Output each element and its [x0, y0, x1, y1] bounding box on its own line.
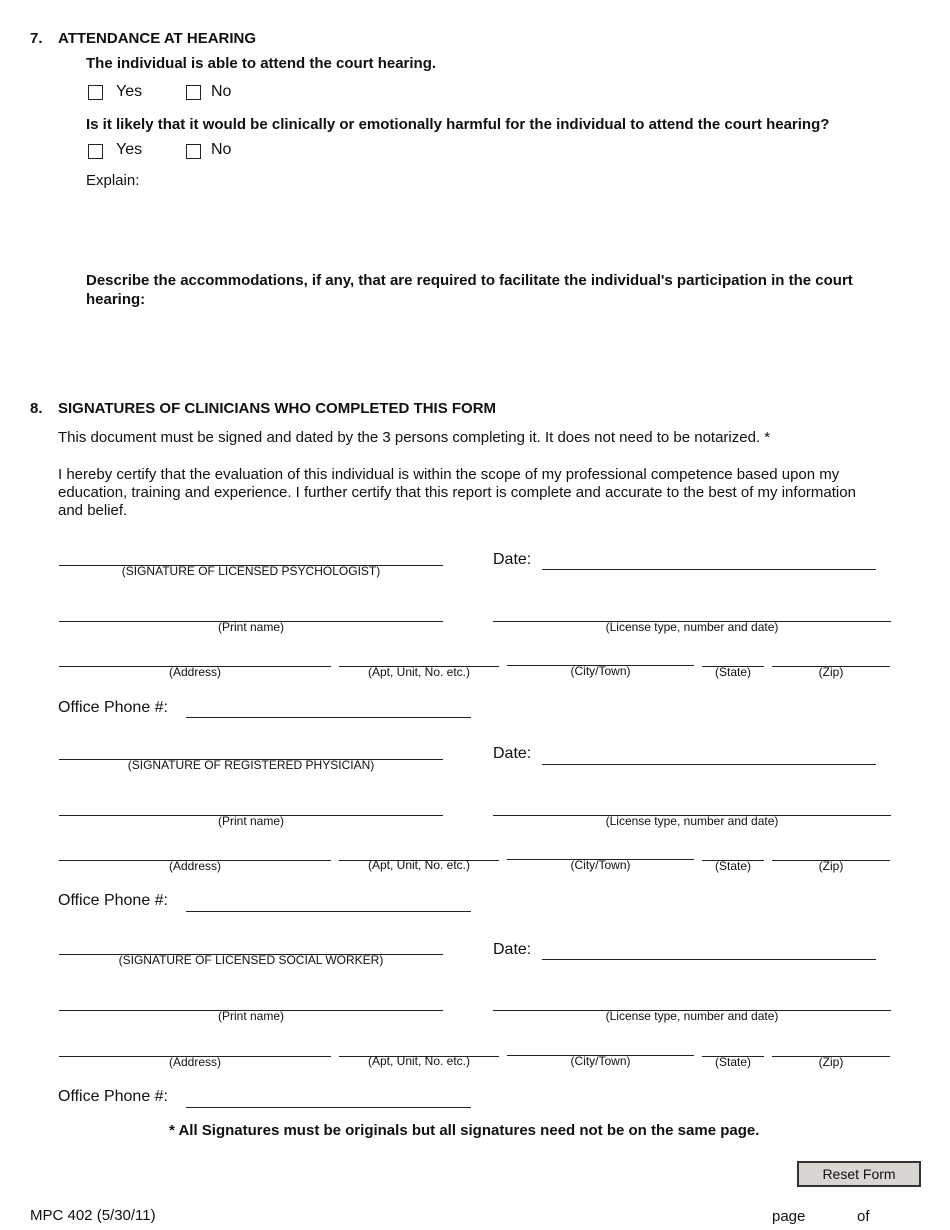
social-worker-license-label: (License type, number and date) — [605, 1009, 779, 1023]
psychologist-state-label: (State) — [714, 665, 751, 679]
psychologist-zip-label: (Zip) — [818, 665, 844, 679]
social-worker-apt-label: (Apt, Unit, No. etc.) — [367, 1054, 471, 1068]
certification-line-3: and belief. — [58, 502, 128, 519]
harmful-yes-label: Yes — [116, 141, 143, 158]
physician-phone-field[interactable] — [186, 911, 471, 912]
psychologist-phone-label: Office Phone #: — [58, 699, 168, 716]
section-8-title: SIGNATURES OF CLINICIANS WHO COMPLETED THIS FORM — [58, 400, 497, 417]
reset-form-button[interactable]: Reset Form — [797, 1161, 921, 1187]
form-id: MPC 402 (5/30/11) — [30, 1207, 156, 1224]
psychologist-apt-label: (Apt, Unit, No. etc.) — [367, 665, 471, 679]
social-worker-date-field[interactable] — [542, 959, 876, 960]
section-8-number: 8. — [30, 400, 43, 417]
social-worker-print-name-label: (Print name) — [217, 1009, 285, 1023]
attend-no-label: No — [211, 83, 232, 100]
certification-line-2: education, training and experience. I further certify that this report is complete and accurate to the best of my information — [58, 484, 856, 501]
psychologist-phone-field[interactable] — [186, 717, 471, 718]
psychologist-date-label: Date: — [493, 551, 532, 568]
psychologist-license-label: (License type, number and date) — [605, 620, 779, 634]
physician-print-name-label: (Print name) — [217, 814, 285, 828]
physician-phone-label: Office Phone #: — [58, 892, 168, 909]
physician-zip-label: (Zip) — [818, 859, 844, 873]
physician-date-label: Date: — [493, 745, 532, 762]
signature-footnote: * All Signatures must be originals but all signatures need not be on the same page. — [169, 1122, 760, 1139]
page-label: page — [772, 1208, 806, 1225]
question-able-to-attend: The individual is able to attend the court hearing. — [86, 55, 437, 72]
psychologist-print-name-label: (Print name) — [217, 620, 285, 634]
question-accommodations-line2: hearing: — [86, 291, 146, 308]
attend-yes-label: Yes — [116, 83, 143, 100]
social-worker-address-label: (Address) — [168, 1055, 221, 1069]
accommodations-field[interactable] — [86, 314, 886, 384]
social-worker-phone-field[interactable] — [186, 1107, 471, 1108]
social-worker-city-label: (City/Town) — [570, 1054, 631, 1068]
attend-no-checkbox[interactable] — [186, 85, 201, 100]
physician-signature-label: (SIGNATURE OF REGISTERED PHYSICIAN) — [127, 758, 375, 772]
physician-apt-label: (Apt, Unit, No. etc.) — [367, 858, 471, 872]
physician-date-field[interactable] — [542, 764, 876, 765]
psychologist-signature-label: (SIGNATURE OF LICENSED PSYCHOLOGIST) — [121, 564, 381, 578]
social-worker-signature-label: (SIGNATURE OF LICENSED SOCIAL WORKER) — [118, 953, 384, 967]
question-accommodations-line1: Describe the accommodations, if any, that are required to facilitate the individual's participation in the court — [86, 272, 853, 289]
signing-instructions: This document must be signed and dated by the 3 persons completing it. It does not need to be notarized. * — [58, 429, 771, 446]
harmful-yes-checkbox[interactable] — [88, 144, 103, 159]
section-7-title: ATTENDANCE AT HEARING — [58, 30, 257, 47]
social-worker-date-label: Date: — [493, 941, 532, 958]
psychologist-date-field[interactable] — [542, 569, 876, 570]
explain-label: Explain: — [86, 172, 140, 189]
psychologist-city-label: (City/Town) — [570, 664, 631, 678]
social-worker-phone-label: Office Phone #: — [58, 1088, 168, 1105]
social-worker-zip-label: (Zip) — [818, 1055, 844, 1069]
social-worker-state-label: (State) — [714, 1055, 751, 1069]
psychologist-address-label: (Address) — [168, 665, 221, 679]
physician-address-label: (Address) — [168, 859, 221, 873]
physician-city-label: (City/Town) — [570, 858, 631, 872]
certification-line-1: I hereby certify that the evaluation of this individual is within the scope of my professional competence based upon my — [58, 466, 840, 483]
physician-license-label: (License type, number and date) — [605, 814, 779, 828]
harmful-no-checkbox[interactable] — [186, 144, 201, 159]
physician-state-label: (State) — [714, 859, 751, 873]
section-7-number: 7. — [30, 30, 43, 47]
harmful-no-label: No — [211, 141, 232, 158]
explain-field[interactable] — [86, 194, 886, 254]
of-label: of — [857, 1208, 870, 1225]
attend-yes-checkbox[interactable] — [88, 85, 103, 100]
question-harmful: Is it likely that it would be clinically or emotionally harmful for the individual to attend the court hearing? — [86, 116, 830, 133]
